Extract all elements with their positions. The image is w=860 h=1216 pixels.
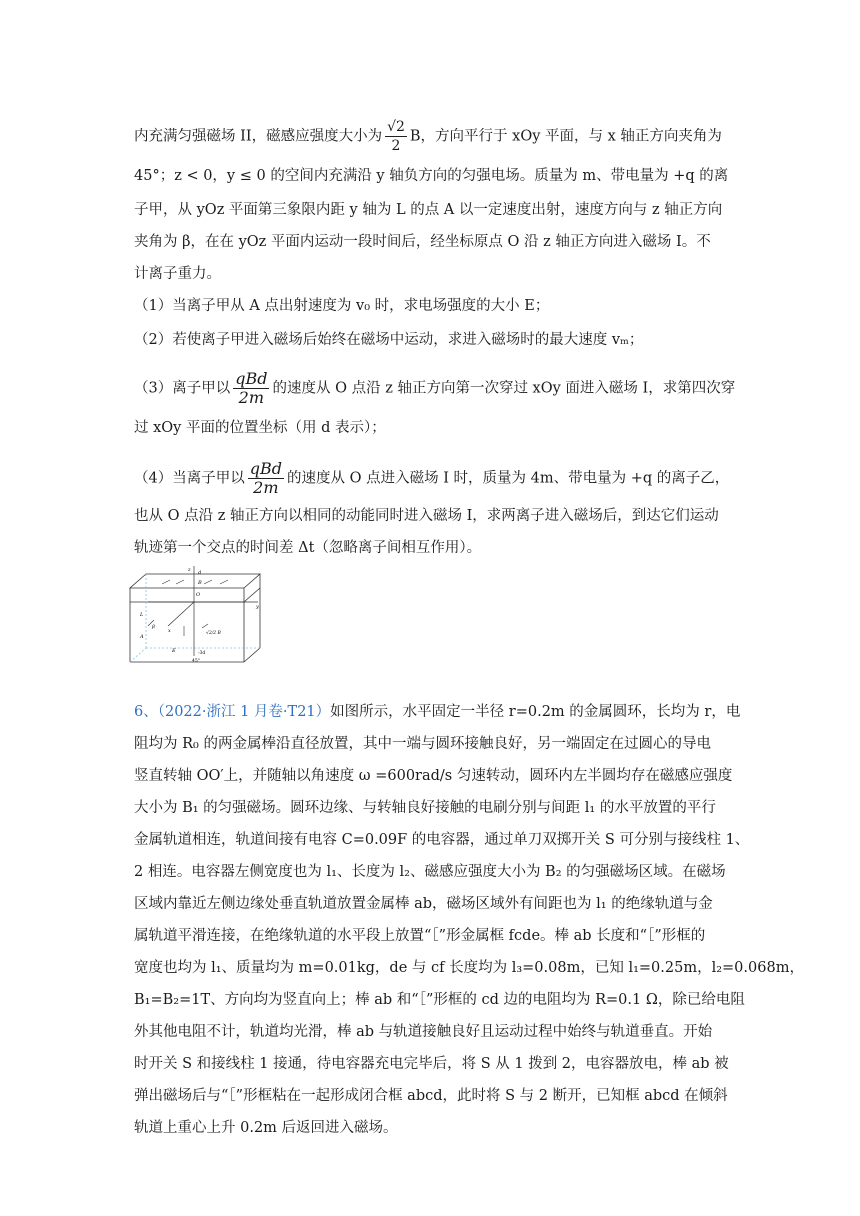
- box-mid-side: [244, 588, 260, 602]
- magnetic-field-box-figure: [128, 566, 262, 666]
- problem6-line-4: 大小为 B₁ 的匀强磁场。圆环边缘、与转轴良好接触的电刷分别与间距 l₁ 的水平放置的平行: [134, 800, 716, 816]
- label-beta: β: [152, 624, 155, 630]
- label-45-degrees: 45°: [192, 659, 200, 664]
- label-z: z: [188, 567, 191, 573]
- problem6-line-3: 竖直转轴 OO′上，并随轴以角速度 ω =600rad/s 匀速转动，圆环内左半圆均存在磁感应强度: [134, 768, 733, 784]
- problem5-line-1: [134, 118, 734, 155]
- problem6-line-2: 阻均为 R₀ 的两金属棒沿直径放置，其中一端与圆环接触良好，另一端固定在过圆心的导电: [134, 736, 711, 752]
- label-E: E: [172, 648, 176, 654]
- field-arrow: [162, 580, 170, 584]
- text: 的速度从 O 点沿 z 轴正方向第一次穿过 xOy 面进入磁场 I，求第四次穿: [272, 380, 736, 397]
- field-arrow: [220, 580, 228, 584]
- fraction-numerator: √2: [387, 119, 405, 135]
- problem6-line-8: 属轨道平滑连接，在绝缘轨道的水平段上放置“［”形金属框 fcde。棒 ab 长度和“［”形框的: [134, 928, 706, 944]
- text: 的速度从 O 点进入磁场 I 时，质量为 4m、带电量为 +q 的离子乙，: [286, 470, 730, 487]
- problem-source-link: 6、（2022·浙江 1 月卷·T21）: [134, 704, 331, 720]
- problem5-line-2: 45°；z < 0，y ≤ 0 的空间内充满沿 y 轴负方向的匀强电场。质量为 m、带电量为 +q 的离: [134, 168, 729, 184]
- x-axis: [168, 602, 194, 626]
- question-3-line-1: [134, 370, 734, 407]
- fraction-numerator: qBd: [235, 369, 268, 388]
- question-2: （2）若使离子甲进入磁场后始终在磁场中运动，求进入磁场时的最大速度 vₘ；: [134, 332, 644, 348]
- label-sqrt2-B: √2/2 B: [206, 631, 221, 636]
- inner-left-bottom: [130, 648, 146, 662]
- field-arrow: [204, 580, 212, 584]
- text: 内充满匀强磁场 II，磁感应强度大小为: [134, 128, 383, 145]
- problem6-line-13: 弹出磁场后与“［”形框粘在一起形成闭合框 abcd，此时将 S 与 2 断开，已知框 abcd 在倾斜: [134, 1088, 728, 1104]
- text: B，方向平行于 xOy 平面，与 x 轴正方向夹角为: [409, 128, 722, 145]
- text: （3）离子甲以: [134, 380, 231, 397]
- problem5-line-4: 夹角为 β，在在 yOz 平面内运动一段时间后，经坐标原点 O 沿 z 轴正方向进入磁场 I。不: [134, 234, 711, 250]
- fraction-sqrt2-over-2: [385, 118, 407, 155]
- label-minus-3d: -3d: [198, 651, 206, 656]
- label-d: d: [198, 570, 202, 576]
- label-B: B: [198, 580, 202, 586]
- label-O: O: [196, 592, 201, 598]
- fraction-denominator: 2m: [238, 388, 265, 407]
- problem6-line-6: 2 相连。电容器左侧宽度也为 l₁、长度为 l₂、磁感应强度大小为 B₂ 的匀强磁场区域。在磁场: [134, 864, 726, 880]
- label-y: y: [256, 604, 259, 610]
- figure-svg: [128, 566, 262, 666]
- fraction-numerator: qBd: [249, 459, 282, 478]
- field-arrow: [202, 624, 208, 628]
- problem6-line-12: 时开关 S 和接线柱 1 接通，待电容器充电完毕后，将 S 从 1 拨到 2，电容器放电，棒 ab 被: [134, 1056, 729, 1072]
- problem6-line-14: 轨道上重心上升 0.2m 后返回进入磁场。: [134, 1120, 398, 1136]
- problem6-line-5: 金属轨道相连，轨道间接有电容 C=0.09F 的电容器，通过单刀双掷开关 S 可分别与接线柱 1、: [134, 832, 750, 848]
- text: （4）当离子甲以: [134, 470, 245, 487]
- problem6-line-1: [134, 702, 741, 722]
- label-x: x: [168, 628, 171, 634]
- question-3-line-2: 过 xOy 平面的位置坐标（用 d 表示）；: [134, 420, 386, 436]
- problem5-line-5: 计离子重力。: [134, 266, 221, 282]
- box-bottom-side: [244, 648, 260, 662]
- problem6-line-10: B₁=B₂=1T、方向均为竖直向上；棒 ab 和“［”形框的 cd 边的电阻均为 R=0.1 Ω，除已给电阻: [134, 992, 745, 1008]
- question-4-line-3: 轨迹第一个交点的时间差 Δt（忽略离子间相互作用）。: [134, 540, 482, 556]
- box-top-face: [130, 574, 260, 588]
- question-1: （1）当离子甲从 A 点出射速度为 v₀ 时，求电场强度的大小 E；: [134, 298, 550, 314]
- text: 如图所示，水平固定一半径 r=0.2m 的金属圆环，长均为 r，电: [330, 704, 741, 720]
- fraction-qBd-over-2m: [233, 370, 269, 407]
- problem6-line-9: 宽度也均为 l₁、质量均为 m=0.01kg，de 与 cf 长度均为 l₃=0.08m，已知 l₁=0.25m，l₂=0.068m，: [134, 960, 804, 976]
- label-L: L: [140, 612, 144, 618]
- fraction-denominator: 2m: [253, 478, 279, 497]
- question-4-line-1: [134, 460, 734, 497]
- fraction-qBd-over-2m: [248, 460, 284, 497]
- problem5-line-3: 子甲，从 yOz 平面第三象限内距 y 轴为 L 的点 A 以一定速度出射，速度方向与 z 轴正方向: [134, 202, 723, 218]
- label-A: A: [140, 634, 144, 640]
- problem6-line-11: 外其他电阻不计，轨道均光滑，棒 ab 与轨道接触良好且运动过程中始终与轨道垂直。开始: [134, 1024, 713, 1040]
- field-arrow: [176, 580, 184, 584]
- question-4-line-2: 也从 O 点沿 z 轴正方向以相同的动能同时进入磁场 I，求两离子进入磁场后，到达它们运动: [134, 508, 719, 524]
- fraction-denominator: 2: [391, 138, 401, 154]
- problem6-line-7: 区域内靠近左侧边缘处垂直轨道放置金属棒 ab，磁场区域外有间距也为 l₁ 的绝缘轨道与金: [134, 896, 713, 912]
